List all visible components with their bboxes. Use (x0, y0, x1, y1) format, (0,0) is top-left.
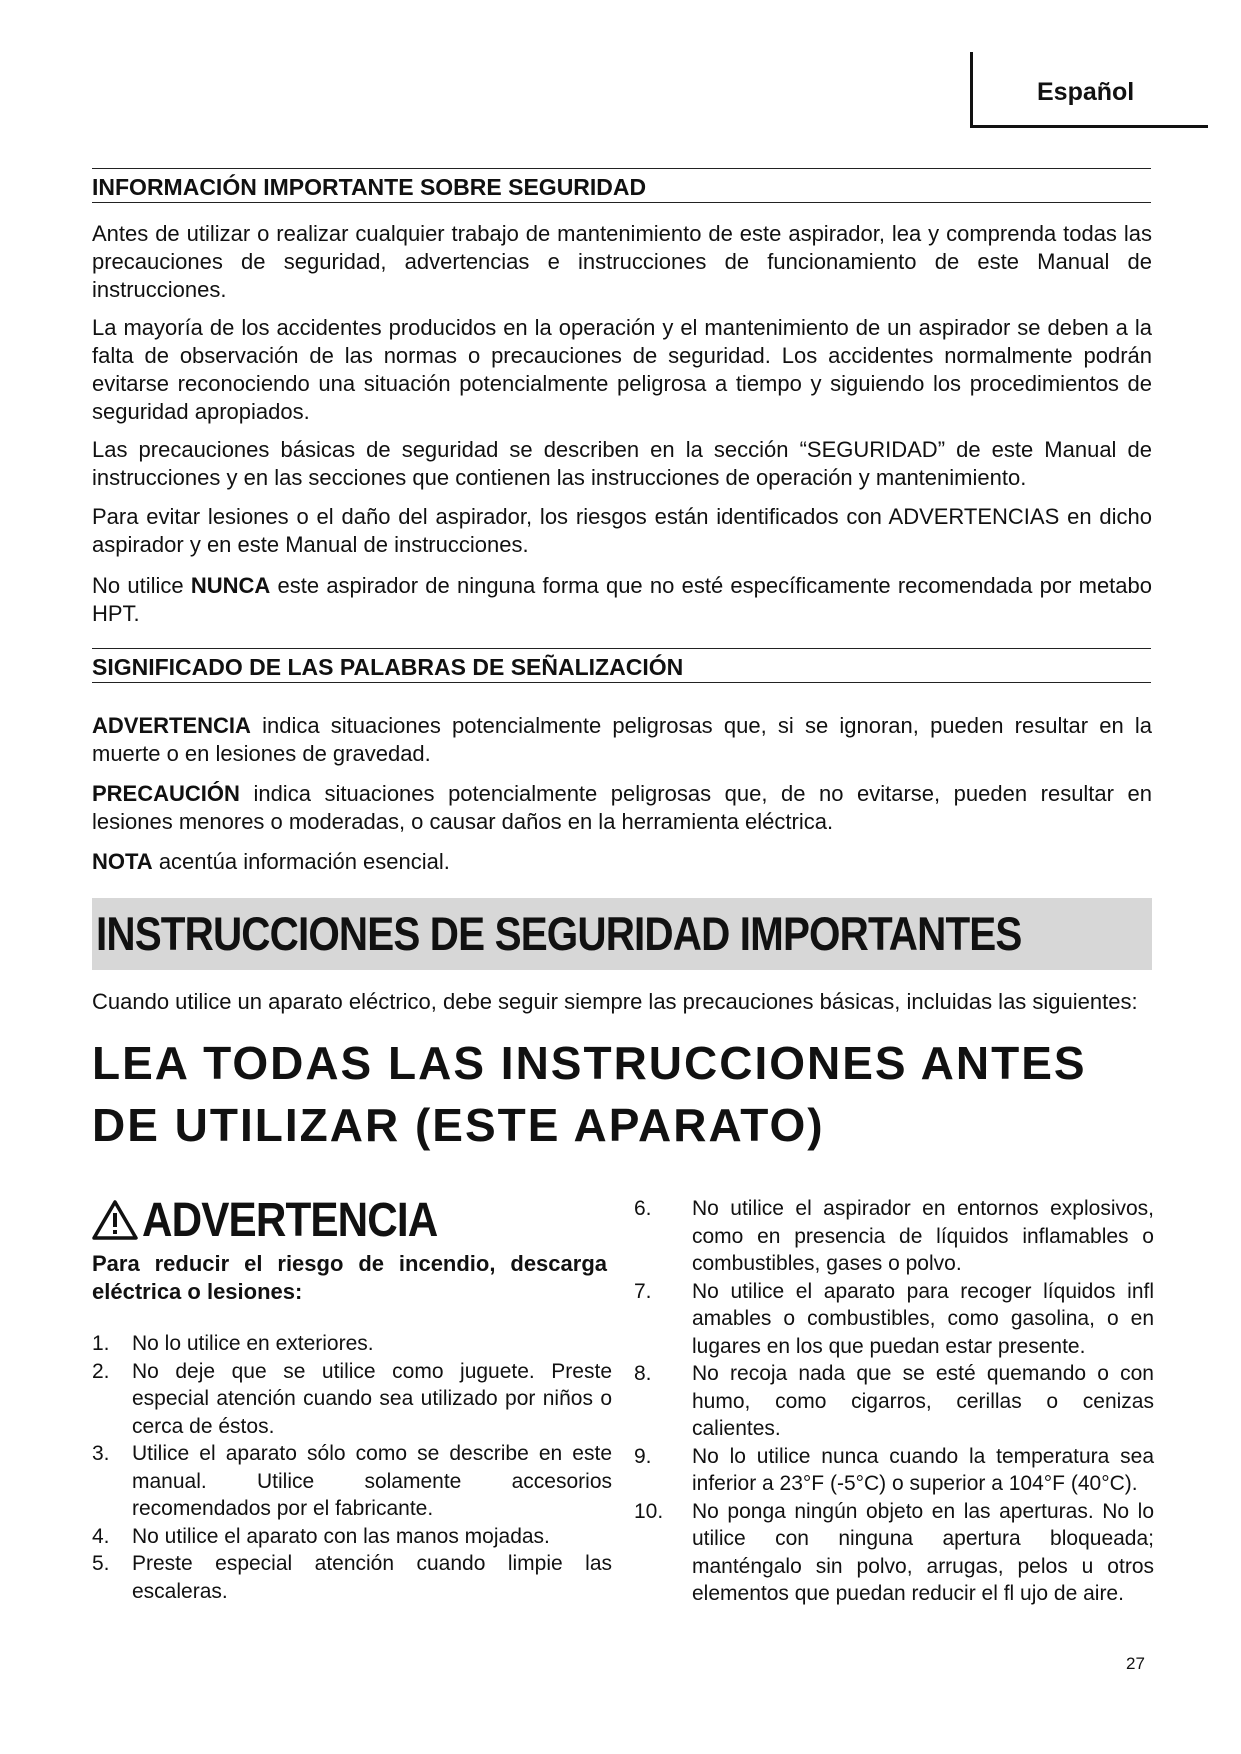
section-heading-signal-words: SIGNIFICADO DE LAS PALABRAS DE SEÑALIZACIÓN (92, 648, 1151, 683)
warning-triangle-icon (92, 1199, 138, 1241)
language-tab (970, 52, 1208, 128)
warning-list-right (634, 1195, 1154, 1608)
list-item: 1. No lo utilice en exteriores. (92, 1332, 374, 1355)
advertencia-definition: ADVERTENCIA indica situaciones potencialmente peligrosas que, si se ignoran, pueden resultar en la muerte o en lesiones de gravedad. (92, 713, 1152, 766)
band-title: INSTRUCCIONES DE SEGURIDAD IMPORTANTES (96, 907, 1022, 960)
list-item: 4. No utilice el aparato con las manos mojadas. (92, 1524, 550, 1548)
warning-subtitle: Para reducir el riesgo de incendio, descarga eléctrica o lesiones: (92, 1251, 607, 1304)
read-all-instructions-title: LEA TODAS LAS INSTRUCCIONES ANTES DE UTILIZAR (ESTE APARATO) (92, 1037, 1087, 1151)
page-number: 27 (1126, 1654, 1145, 1673)
list-item: 8. No recoja nada que se esté quemando o con humo, como cigarros, cerillas o cenizas calientes. (634, 1362, 1154, 1440)
nota-definition: NOTA acentúa información esencial. (92, 849, 450, 874)
precaucion-definition: PRECAUCIÓN indica situaciones potencialmente peligrosas que, de no evitarse, pueden resultar en lesiones menores o moderadas, o causar daños en la herramienta eléctrica. (92, 781, 1152, 834)
list-item: 5. Preste especial atención cuando limpie las escaleras. (92, 1552, 612, 1603)
section-heading-safety-info: INFORMACIÓN IMPORTANTE SOBRE SEGURIDAD (92, 168, 1151, 203)
list-item: 6. No utilice el aspirador en entornos explosivos, como en presencia de líquidos inflamables o combustibles, gases o polvo. (634, 1197, 1154, 1275)
warning-list-left (92, 1330, 612, 1605)
paragraph-2: La mayoría de los accidentes producidos en la operación y el mantenimiento de un aspirador se deben a la falta de observación de las normas o precauciones de seguridad. Los accidentes normalmente podrán evitarse reconociendo una situación potencialmente peligrosa a tiempo y siguiendo los procedimientos de seguridad apropiados. (92, 315, 1152, 424)
list-item: 9. No lo utilice nunca cuando la temperatura sea inferior a 23°F (-5°C) o superior a 104°F (40°C). (634, 1444, 1154, 1495)
language-label: Español (1037, 78, 1135, 106)
paragraph-3: Las precauciones básicas de seguridad se describen en la sección “SEGURIDAD” de este Manual de instrucciones y en las secciones que contienen las instrucciones de operación y mantenimiento. (92, 437, 1152, 490)
list-item: 10. No ponga ningún objeto en las aperturas. No lo utilice con ninguna apertura bloqueada; manténgalo sin polvo, arrugas, pelos u otros elementos que puedan reducir el fl ujo de aire. (634, 1499, 1154, 1605)
lead-sentence: Cuando utilice un aparato eléctrico, debe seguir siempre las precauciones básicas, incluidas las siguientes: (92, 989, 1138, 1014)
paragraph-5: No utilice NUNCA este aspirador de ninguna forma que no esté específicamente recomendada por metabo HPT. (92, 573, 1152, 626)
paragraph-1: Antes de utilizar o realizar cualquier trabajo de mantenimiento de este aspirador, lea y comprenda todas las precauciones de seguridad, advertencias e instrucciones de funcionamiento de este Manual de instrucciones. (92, 221, 1152, 302)
paragraph-4: Para evitar lesiones o el daño del aspirador, los riesgos están identificados con ADVERTENCIAS en dicho aspirador y en este Manual de instrucciones. (92, 504, 1152, 557)
nunca-emphasis: NUNCA (190, 573, 271, 598)
list-item: 3. Utilice el aparato sólo como se describe en este manual. Utilice solamente accesorios recomendados por el fabricante. (92, 1442, 612, 1520)
warning-heading (92, 1190, 478, 1250)
list-item: 2. No deje que se utilice como juguete. Preste especial atención cuando sea utilizado por niños o cerca de éstos. (92, 1359, 612, 1438)
list-item: 7. No utilice el aparato para recoger líquidos infl amables o combustibles, como gasolina, o en lugares en los que puedan estar presente. (634, 1279, 1154, 1358)
important-instructions-band (92, 898, 1152, 970)
warning-title: ADVERTENCIA (142, 1193, 438, 1247)
